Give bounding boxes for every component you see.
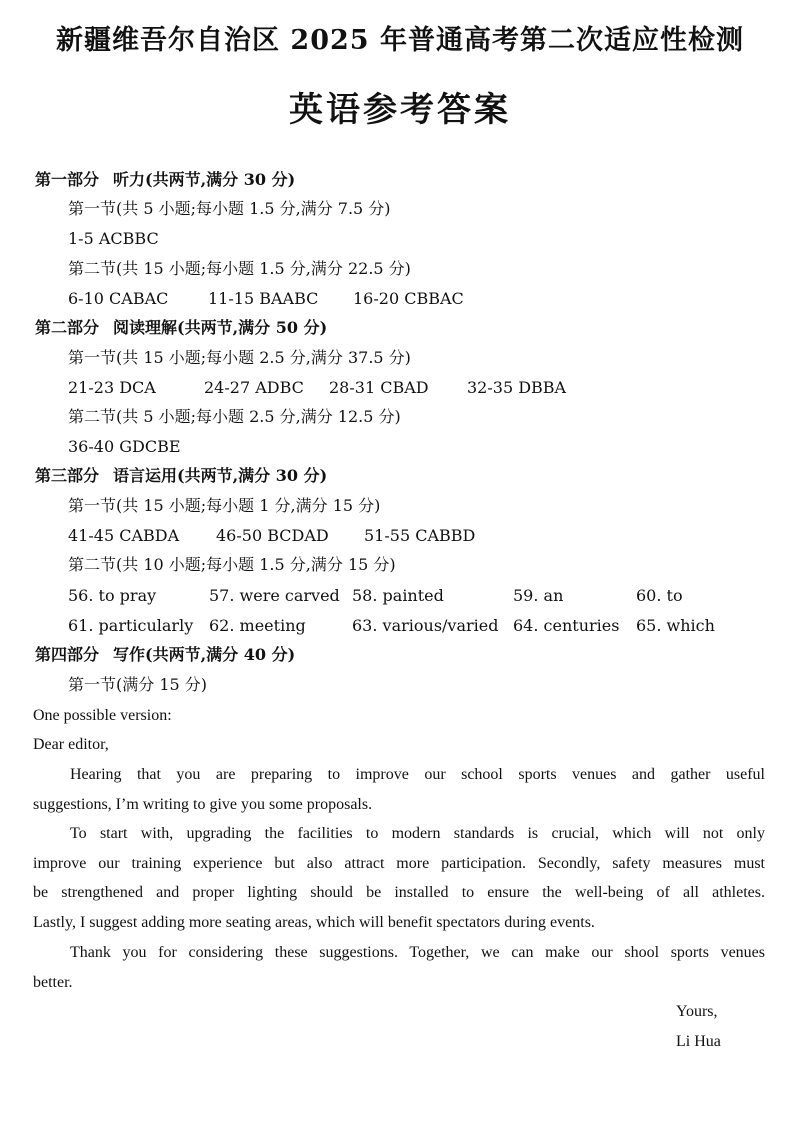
- fill-answer: 63. various/varied: [352, 616, 499, 635]
- part2-section1: 第一节(共 15 小题;每小题 2.5 分,满分 37.5 分): [68, 348, 411, 367]
- essay-line: Lastly, I suggest adding more seating areas, which will benefit spectators during events.: [33, 914, 595, 931]
- essay-line: Hearing that you are preparing to improve our school sports venues and gather useful: [70, 766, 765, 783]
- fill-answer: 56. to pray: [68, 586, 157, 605]
- part1-section1-answers: [68, 229, 159, 249]
- part3-desc: 语言运用(共两节,满分 30 分): [113, 466, 328, 485]
- fill-answer: 61. particularly: [68, 616, 194, 635]
- part3-label: 第三部分: [35, 466, 100, 485]
- part2-desc: 阅读理解(共两节,满分 50 分): [113, 318, 328, 337]
- answer-group: 41-45 CABDA: [68, 526, 180, 545]
- answer-group: 46-50 BCDAD: [216, 526, 329, 545]
- essay-signature: Li Hua: [676, 1033, 721, 1050]
- part3-section1-answers: [68, 526, 475, 546]
- answer-group: 28-31 CBAD: [329, 378, 429, 397]
- essay-line: better.: [33, 974, 73, 991]
- part3-section1: 第一节(共 15 小题;每小题 1 分,满分 15 分): [68, 496, 381, 515]
- essay-line: suggestions, I’m writing to give you some proposals.: [33, 796, 373, 813]
- answer-group: 6-10 CABAC: [68, 289, 169, 308]
- essay-line: improve our training experience but also attract more participation. Secondly, safety measures must: [33, 855, 765, 872]
- essay-line: Thank you for considering these suggestions. Together, we can make our shool sports venues: [70, 944, 765, 961]
- fill-answer: 57. were carved: [209, 586, 340, 605]
- part2-heading: [35, 318, 327, 338]
- part2-section2-answers: [68, 437, 181, 457]
- essay-intro: One possible version:: [33, 707, 172, 724]
- essay-closing: Yours,: [676, 1003, 718, 1020]
- fill-answer: 62. meeting: [209, 616, 306, 635]
- part3-section2: 第二节(共 10 小题;每小题 1.5 分,满分 15 分): [68, 555, 396, 574]
- part1-section1: 第一节(共 5 小题;每小题 1.5 分,满分 7.5 分): [68, 199, 391, 218]
- fill-answer: 65. which: [636, 616, 715, 635]
- part3-heading: [35, 466, 327, 486]
- part2-section2: 第二节(共 5 小题;每小题 2.5 分,满分 12.5 分): [68, 407, 401, 426]
- answer-group: 24-27 ADBC: [204, 378, 304, 397]
- fill-answer: 64. centuries: [513, 616, 620, 635]
- part1-desc: 听力(共两节,满分 30 分): [113, 170, 296, 189]
- answer-group: 32-35 DBBA: [467, 378, 567, 397]
- part1-section2-answers: [68, 289, 464, 309]
- part1-heading: [35, 170, 295, 190]
- answer-group: 11-15 BAABC: [208, 289, 319, 308]
- essay-line: be strengthened and proper lighting should be installed to ensure the well-being of all athletes.: [33, 884, 765, 901]
- part2-section1-answers: [68, 378, 566, 398]
- answer-group: 1-5 ACBBC: [68, 229, 159, 248]
- answer-group: 51-55 CABBD: [364, 526, 476, 545]
- answer-group: 36-40 GDCBE: [68, 437, 181, 456]
- part4-label: 第四部分: [35, 645, 100, 664]
- part4-section1: 第一节(满分 15 分): [68, 675, 208, 694]
- part1-label: 第一部分: [35, 170, 100, 189]
- part4-desc: 写作(共两节,满分 40 分): [113, 645, 296, 664]
- answer-group: 21-23 DCA: [68, 378, 156, 397]
- fill-answer: 60. to: [636, 586, 683, 605]
- part2-label: 第二部分: [35, 318, 100, 337]
- fill-answer: 58. painted: [352, 586, 444, 605]
- fill-answer: 59. an: [513, 586, 564, 605]
- exam-title: 新疆维吾尔自治区 2025 年普通高考第二次适应性检测: [56, 25, 744, 56]
- answer-group: 16-20 CBBAC: [353, 289, 464, 308]
- part1-section2: 第二节(共 15 小题;每小题 1.5 分,满分 22.5 分): [68, 259, 411, 278]
- subject-title: 英语参考答案: [289, 90, 511, 130]
- essay-line: To start with, upgrading the facilities to modern standards is crucial, which will not only: [70, 825, 765, 842]
- part4-heading: [35, 645, 295, 665]
- essay-greeting: Dear editor,: [33, 736, 109, 753]
